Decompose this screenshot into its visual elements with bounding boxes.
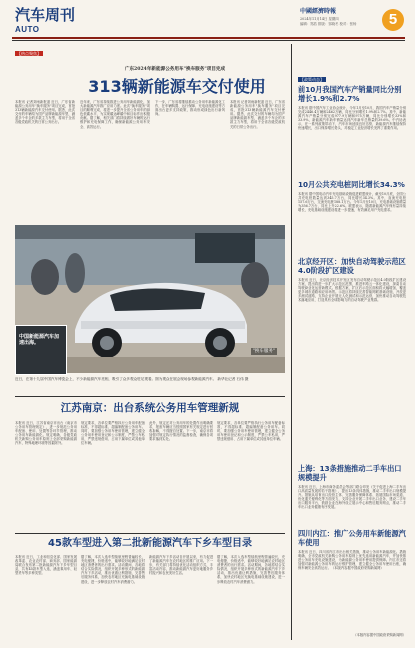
sidebar-text-3: 本报讯 近日，北京经济技术开发区发布自动驾驶示范区4.0阶段扩区建设方案，提出将进一步扩大示范区范围，推进车路云一体化建设，探索自动驾驶商业化运营新模式。根据方案，扩区后示范区面积将大幅增加，覆盖更多城市道路和应用场景。示范区将持续完善智能网联基础设施，开放更多测试道路，支持企业开展无人化测试和示范运营，加快推动自动驾驶技术落地应用，打造具有全球影响力的自动驾驶产业集群。 [298, 278, 406, 303]
bottom-headline: 45款车型进入第二批新能源汽车下乡车型目录 [48, 538, 252, 549]
lead-paragraph-2: 近年来，广东省持续推进公务用车新能源化，加大新能源汽车推广应用力度。此次"换车服务"项目的顺利完成，将进一步提升全省公务用车的绿色低碳水平，为实现碳达峰碳中和目标作出积极贡献。据了解，相关部门将持续做好车辆的运行维护和充电保障工作，确保新能源公务用车安全、高效运行。 [80, 100, 150, 129]
bottom-col-3 [149, 555, 213, 640]
paper-name: 中國經濟時報 [300, 8, 337, 15]
section-title: 汽车周刊 [15, 7, 76, 24]
sidebar-headline-2: 10月公共充电桩同比增长34.3% [298, 180, 405, 189]
sidebar-headline-5: 四川内江：推广公务用车新能源汽车使用 [298, 529, 406, 547]
section-rule-2 [15, 533, 285, 534]
photo-caption [15, 377, 285, 391]
section-rule-1 [15, 396, 285, 397]
sidebar-text-1: 本报讯 据中国汽车工业协会统计，今年1月至10月，我国汽车产销量分别完成2446.4万辆和2462万辆，同比分别增长1.9%和2.7%。其中，新能源汽车产销量分别完成977.9万辆和975万辆，同比分别增长33%和33.9%，新能源汽车新车销量达到汽车新车总销量的39.6%。中汽协表示，在一系列政策带动下，汽车市场延续良好态势，新能源汽车继续保持快速增长，出口保持增长势头，对稳定工业经济增长发挥了重要作用。 [298, 106, 406, 131]
lead-tag: 【热点聚焦】 [17, 51, 41, 56]
inset-photo [15, 325, 67, 375]
masthead-rule [12, 37, 405, 39]
lead-kicker: 广东2024年新能源公务用车"换车服务"项目完成 [124, 67, 226, 72]
sidebar-text-4: 本报讯 近日，上海市商务委员会等部门联合印发《关于促进上海二手车出口高质量发展的若干措施》，提出13条具体措施，推动二手车出口规模提升。措施从培育出口经营主体、完善服务保障体系、拓展国际市场渠道、优化通关便利化等方面发力，支持企业开展二手车出口业务，建设二手车出口服务平台，鼓励企业在海外设立展示中心和售后服务网点，推动二手车出口业务健康有序发展。 [298, 485, 406, 510]
bottom-paragraph-3: 新能源汽车下乡活动自开展以来，有力促进了新能源汽车在农村地区的推广应用。下一步，有关部门将持续优化活动组织方式，丰富活动内容，推动新能源汽车更好地服务乡村振兴和农民美好生活。 [149, 555, 213, 576]
issue-editors: 编辑：郑浩 排版：邹晓冬 校对：张杨 [300, 22, 357, 26]
lead-col-2 [80, 100, 150, 218]
photo-caption-text: 近日，在第十九届中国汽车博览会上，不少新能源汽车亮相，吸引了众多观众驻足观看。图为观众在展会现场参观新能源汽车。 [15, 377, 217, 381]
lead-paragraph-1: 本报讯 记者刘雨新报道 近日，广东省新能源公务用车"换车服务"项目完成，首批313辆新能源汽车交付使用。据悉，此次交付的车辆均为国产品牌新能源车型，涵盖多个车企的多款主力车型，将用于全省各级党政机关的日常公务出行。 [15, 100, 75, 125]
lead-col-4 [230, 100, 285, 218]
bottom-col-1 [15, 555, 77, 640]
bottom-col-4 [217, 555, 285, 640]
sidebar [291, 44, 292, 640]
issue-date: 2024年11月14日 星期四 [300, 17, 339, 21]
mid-headline: 江苏南京：出台系统公务用车管理新规 [60, 402, 240, 414]
page-number: 5 [388, 11, 398, 28]
mid-col-3 [149, 421, 213, 529]
sidebar-headline-3: 北京经开区：加快自动驾驶示范区4.0阶段扩区建设 [298, 257, 406, 275]
photo-credit: 新华社记者 石伟 摄 [217, 377, 249, 381]
mid-col-1 [15, 421, 77, 529]
bottom-paragraph-1: 本报讯 近日，工业和信息化部、国家发展改革委、农业农村部、商务部、国家能源局联合发布第二批新能源汽车下乡车型目录，共有45款车型入选，涵盖乘用车、轻型货车等多种类型。 [15, 555, 77, 576]
masthead-rule-thin [12, 40, 405, 41]
mid-col-4 [217, 421, 285, 529]
sidebar-body-2 [298, 192, 406, 254]
page-number-badge [382, 9, 404, 31]
photo-overlay-caption: "换车服务" [252, 349, 275, 354]
inset-caption: 中国新能源汽车加速出海。 [19, 334, 60, 346]
sidebar-body-1 [298, 106, 406, 178]
lead-col-3 [155, 100, 225, 218]
bottom-paragraph-2: 据了解，本次入选车型续航里程普遍较长，充电便捷，价格适中，能够较好地满足农村地区消费者的出行需求。活动期间，各地将结合实际情况，组织开展多种形式的新能源汽车下乡活动，推出优惠让利措施，完善售后服务体系，加快农村地区充换电基础设施建设，进一步释放农村汽车消费潜力。 [81, 555, 145, 584]
sidebar-headline-1: 前10月我国汽车产销量同比分别增长1.9%和2.7% [298, 85, 402, 103]
bottom-col-2 [81, 555, 145, 640]
lead-paragraph-4: 本报讯 记者刘雨新报道 近日，广东省新能源公务用车"换车服务"项目完成，首批313辆新能源汽车交付使用。据悉，此次交付的车辆均为国产品牌新能源车型，涵盖多个车企的多款主力车型，将用于全省各级党政机关的日常公务出行。 [230, 100, 285, 129]
mid-paragraph-2: 规定要求，各单位要严格执行公务用车配备标准，不得超标准、超编制配备公务用车。同时，要加强公务用车使用管理，建立健全公务用车使用登记和公示制度，严禁公车私用，严禁违规借用、占用下属单位或其他单位车辆。 [81, 421, 145, 446]
mid-col-2 [81, 421, 145, 529]
lead-col-1 [15, 100, 75, 218]
masthead [0, 0, 415, 44]
sidebar-text-5: 本报讯 近日，四川省内江市出台相关措施，推动公务用车新能源化。措施明确，全市党政机关新购公务用车原则上优先选用新能源汽车，并加快推进公务用车充电设施建设，为新能源公务用车使用提供保障。内江市还将加强对新能源公务用车的运行维护管理，建立健全公务用车使用台账，确保车辆安全高效运行。（本版内容据中国政府采购新闻网） [298, 550, 406, 571]
sidebar-footer-note: （本版内容据中国政府采购新闻网） [353, 633, 406, 637]
bottom-paragraph-4: 据了解，本次入选车型续航里程普遍较长，充电便捷，价格适中，能够较好地满足农村地区消费者的出行需求。活动期间，各地将结合实际情况，组织开展多种形式的新能源汽车下乡活动，推出优惠让利措施，完善售后服务体系，加快农村地区充换电基础设施建设，进一步释放农村汽车消费潜力。 [217, 555, 285, 584]
sidebar-body-5 [298, 550, 406, 630]
sidebar-body-3 [298, 278, 406, 461]
mid-paragraph-4: 规定要求，各单位要严格执行公务用车配备标准，不得超标准、超编制配备公务用车。同时，要加强公务用车使用管理，建立健全公务用车使用登记和公示制度，严禁公车私用，严禁违规借用、占用下属单位或其他单位车辆。 [217, 421, 285, 442]
lead-paragraph-3: 下一步，广东省将继续推动公务用车新能源化工作，在车辆购置、运行保障、充电设施建设等方面出台更多支持政策，推动形成绿色出行新风尚。 [155, 100, 225, 117]
sidebar-tag: 【政策动态】 [300, 77, 324, 82]
sidebar-text-2: 本报讯 据中国电动汽车充电基础设施促进联盟统计，截至10月底，全国公共充电桩数量达到345.7万台，同比增长34.3%。其中，直流充电桩157.6万台，交流充电桩188.1万台。今年1月至10月，充电基础设施增量为356.7万台，同比上升22.6%。联盟表示，随着新能源汽车保有量持续增长，充电基础设施建设将进一步提速，有效满足用户充电需求。 [298, 192, 406, 213]
sidebar-headline-4: 上海：13条措施推动二手车出口规模提升 [298, 464, 402, 482]
lead-headline: 313辆新能源车交付使用 [88, 77, 266, 96]
section-subtitle: AUTO [15, 25, 40, 34]
mid-paragraph-3: 此外，规定还对公务用车的处置作出明确要求，报废车辆应当按照国家有关规定进行回收拆解，不得擅自处置。下一步，南京市将加强对规定执行情况的监督检查，确保各项要求落到实处。 [149, 421, 213, 442]
sidebar-body-4 [298, 485, 406, 527]
mid-paragraph-1: 本报讯 近日，江苏省南京市出台《南京市公务用车管理规定》，进一步规范公务用车配备、使用、处置等各环节管理，推动公务用车新能源化。规定明确，各级党政机关新购公务用车原则上全部采购新能源汽车，特殊地理环境等因素除外。 [15, 421, 77, 446]
